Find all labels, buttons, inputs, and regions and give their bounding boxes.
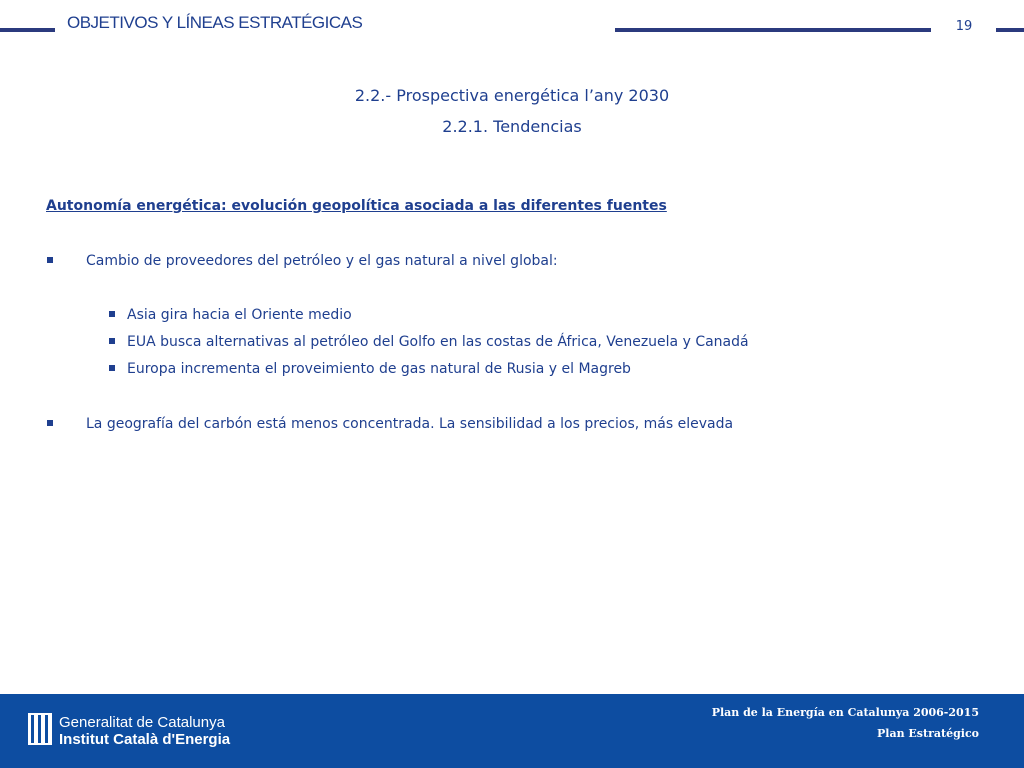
bullet-square-icon [109,365,115,371]
bullet-square-icon [109,338,115,344]
generalitat-logo-icon [28,713,52,745]
footer-bar [0,694,1024,768]
page-number: 19 [955,19,973,34]
page-header-title: OBJETIVOS Y LÍNEAS ESTRATÉGICAS [67,13,363,32]
header-rule-end [996,28,1024,32]
sub-bullet-item: Europa incrementa el proveimiento de gas natural de Rusia y el Magreb [127,361,631,377]
bullet-square-icon [109,311,115,317]
bullet-square-icon [47,257,53,263]
bullet-square-icon [47,420,53,426]
footer-plan-subtitle: Plan Estratégico [877,727,979,740]
bullet-item: La geografía del carbón está menos concentrada. La sensibilidad a los precios, más elevada [86,416,734,432]
bullet-item: Cambio de proveedores del petróleo y el gas natural a nivel global: [86,253,558,269]
subsection-subtitle: 2.2.1. Tendencias [442,117,582,136]
footer-logo-line2: Institut Català d'Energia [59,731,231,748]
section-heading: Autonomía energética: evolución geopolítica asociada a las diferentes fuentes [46,198,667,214]
section-subtitle: 2.2.- Prospectiva energética l’any 2030 [354,86,670,105]
header-rule-left [0,28,55,32]
footer-plan-title: Plan de la Energía en Catalunya 2006-2015 [711,706,979,719]
header-rule-right [615,28,931,32]
sub-bullet-item: EUA busca alternativas al petróleo del Golfo en las costas de África, Venezuela y Canadá [127,334,749,350]
sub-bullet-item: Asia gira hacia el Oriente medio [127,307,352,323]
footer-logo-line1: Generalitat de Catalunya [59,714,225,731]
